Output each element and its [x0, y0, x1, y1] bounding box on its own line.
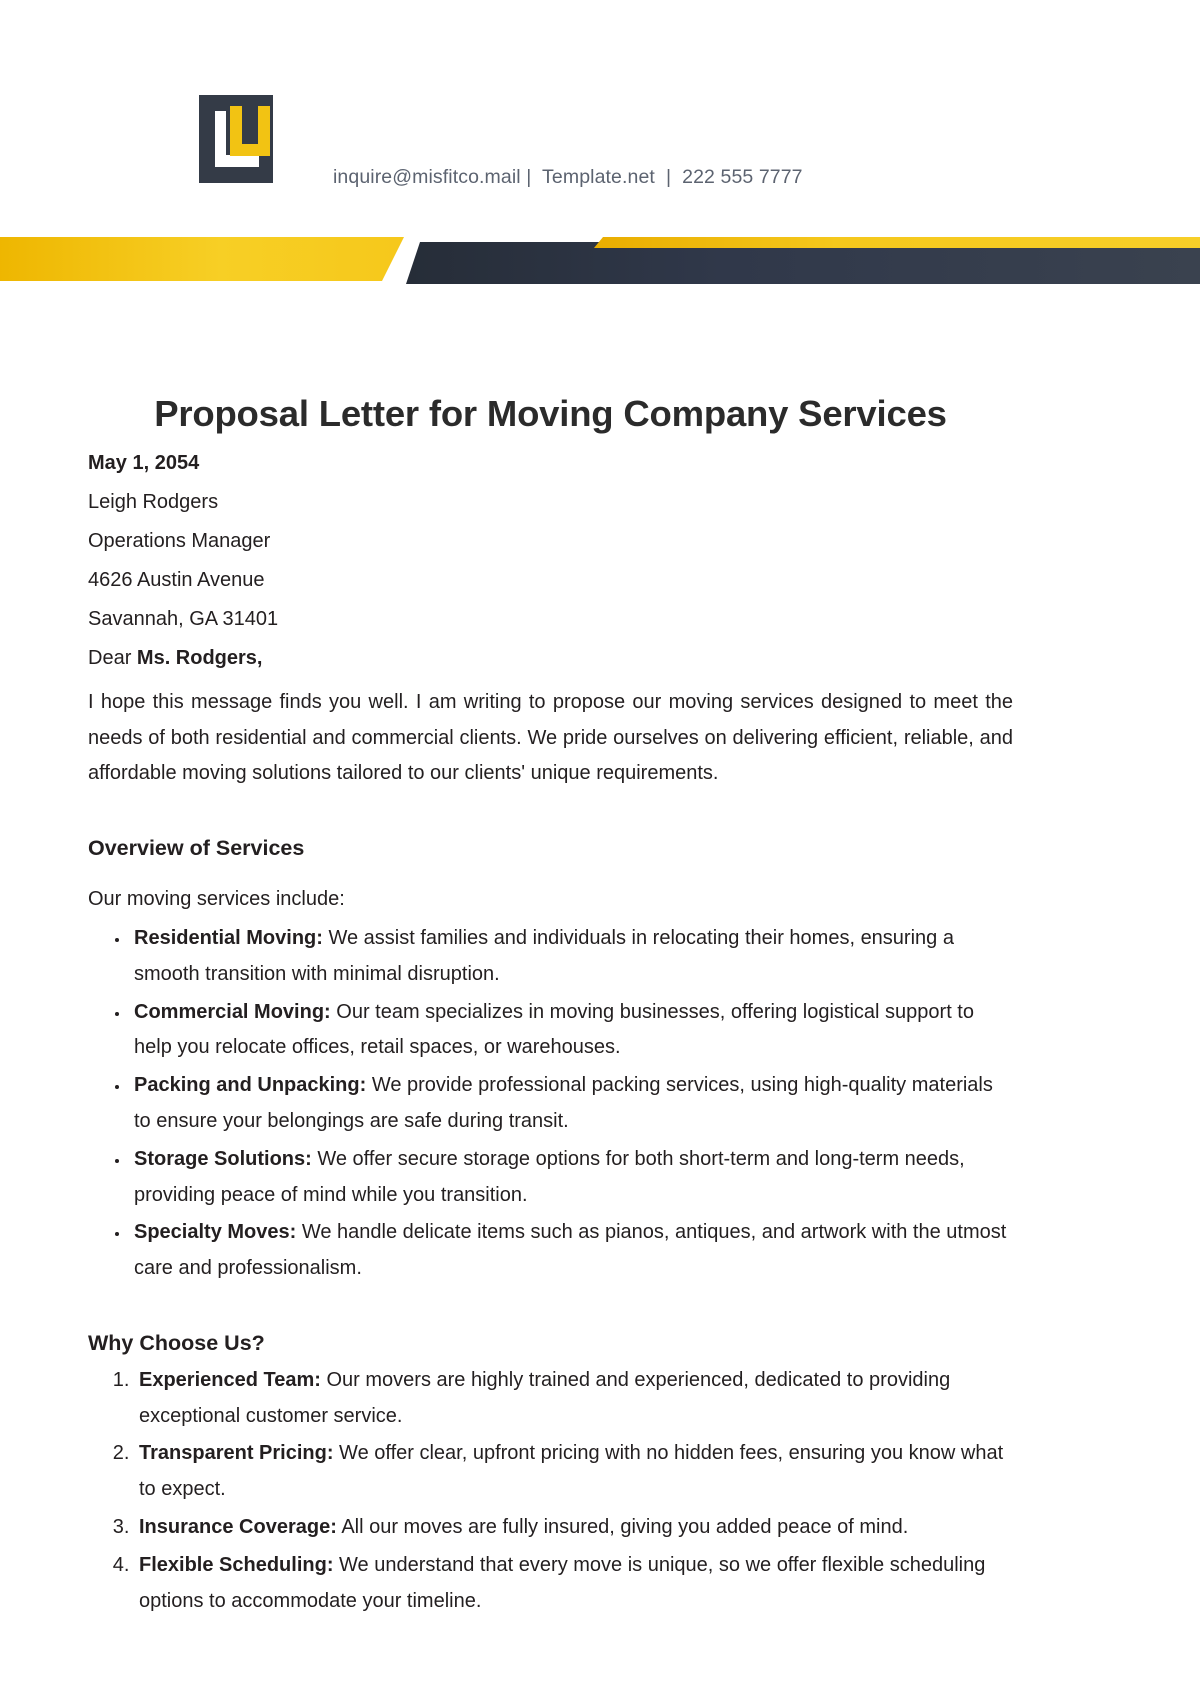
- section-heading-overview-of-services: Overview of Services: [88, 836, 305, 861]
- list-item-term: Storage Solutions:: [134, 1147, 312, 1170]
- salutation: [88, 647, 1013, 669]
- logo-u-shape: [230, 106, 270, 156]
- recipient-job-title: Operations Manager: [88, 529, 271, 552]
- document-header: [0, 0, 1200, 228]
- lu-monogram-logo-icon: [199, 95, 273, 183]
- list-item-text: We handle delicate items such as pianos, antiques, and artwork with the utmost care and professionalism.: [134, 1221, 1007, 1280]
- list-item: [130, 1142, 1013, 1214]
- list-item-text: We assist families and individuals in relocating their homes, ensuring a smooth transition with minimal disruption.: [134, 926, 954, 985]
- list-item-term: Insurance Coverage:: [139, 1515, 337, 1538]
- logo-glyph-group: [199, 95, 273, 183]
- decorative-banner: [0, 228, 1200, 280]
- list-item-term: Packing and Unpacking:: [134, 1074, 367, 1097]
- letter-date: May 1, 2054: [88, 451, 200, 474]
- recipient-name: Leigh Rodgers: [88, 490, 219, 513]
- list-item: [135, 1548, 1013, 1620]
- list-item-text: We offer clear, upfront pricing with no hidden fees, ensuring you know what to expect.: [139, 1442, 1004, 1501]
- list-item-term: Flexible Scheduling:: [139, 1553, 334, 1576]
- intro-paragraph: I hope this message finds you well. I am writing to propose our moving services designed to meet the needs of both residential and commercial clients. We pride ourselves on delivering efficient, reliable, and affordable moving solutions tailored to our clients' unique requirements.: [88, 690, 1013, 785]
- list-item-text: We offer secure storage options for both short-term and long-term needs, providing peace of mind while you transition.: [134, 1147, 965, 1206]
- banner-stripe-dark: [406, 242, 1200, 284]
- list-item-text: We understand that every move is unique, so we offer flexible scheduling options to accommodate your timeline.: [139, 1553, 986, 1612]
- list-item: [130, 921, 1013, 993]
- list-item: [135, 1363, 1013, 1435]
- list-item: [135, 1436, 1013, 1508]
- list-item-text: We provide professional packing services, using high-quality materials to ensure your belongings are safe during transit.: [134, 1074, 993, 1132]
- list-item-term: Commercial Moving:: [134, 1000, 331, 1023]
- list-item: [130, 1068, 1013, 1140]
- recipient-street: 4626 Austin Avenue: [88, 568, 265, 591]
- list-item-text: Our movers are highly trained and experienced, dedicated to providing exceptional customer service.: [139, 1368, 951, 1427]
- page-title: Proposal Letter for Moving Company Services: [154, 393, 947, 434]
- services-bullet-list: [88, 921, 1013, 1287]
- salutation-name: Ms. Rodgers,: [136, 646, 263, 669]
- list-item-text: Our team specializes in moving businesses, offering logistical support to help you relocate offices, retail spaces, or warehouses.: [134, 1000, 974, 1059]
- list-item-text: All our moves are fully insured, giving you added peace of mind.: [336, 1515, 909, 1538]
- recipient-city-state-zip: Savannah, GA 31401: [88, 607, 279, 630]
- list-item: [135, 1510, 1013, 1546]
- section-lead-in-overview: Our moving services include:: [88, 887, 345, 910]
- list-item-term: Transparent Pricing:: [139, 1442, 334, 1465]
- why-choose-us-numbered-list: [88, 1363, 1013, 1620]
- list-item: [130, 995, 1013, 1067]
- list-item-term: Specialty Moves:: [134, 1221, 297, 1244]
- salutation-prefix: Dear: [88, 646, 137, 669]
- banner-stripe-yellow-left: [0, 237, 404, 281]
- header-contact-line: inquire@misfitco.mail | Template.net | 222 555 7777: [333, 166, 803, 188]
- list-item: [130, 1215, 1013, 1287]
- section-heading-why-choose-us: Why Choose Us?: [88, 1330, 265, 1355]
- banner-stripe-yellow-right: [594, 237, 1200, 248]
- list-item-term: Experienced Team:: [139, 1368, 321, 1391]
- letter-body: [88, 392, 1013, 1621]
- list-item-term: Residential Moving:: [134, 926, 323, 949]
